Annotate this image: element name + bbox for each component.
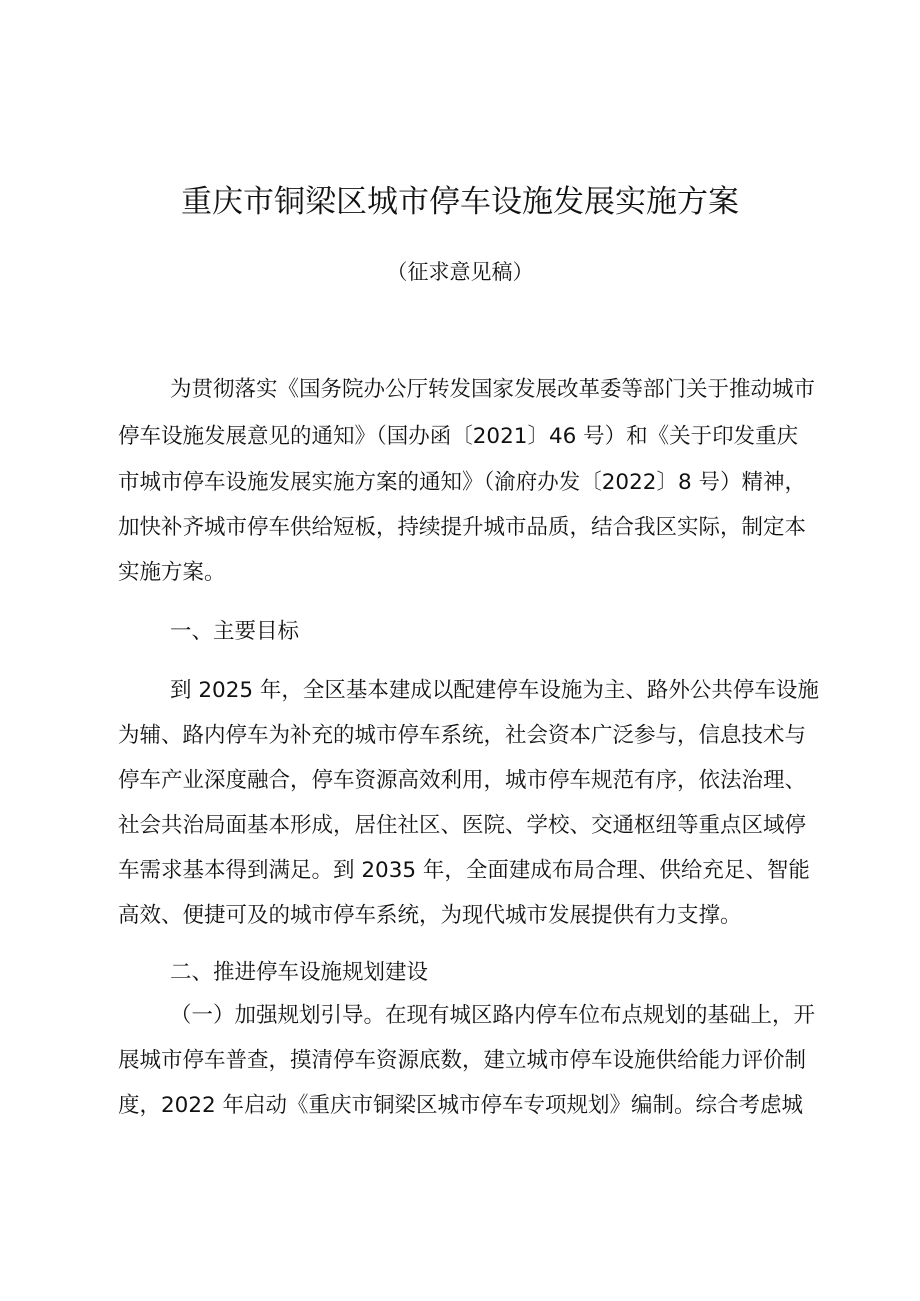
paragraph-line: 车需求基本得到满足。到 2035 年，全面建成布局合理、供给充足、智能 xyxy=(118,858,810,883)
section-heading: 二、推进停车设施规划建设 xyxy=(170,960,429,985)
paragraph-line: （一）加强规划引导。在现有城区路内停车位布点规划的基础上，开 xyxy=(170,1003,816,1028)
paragraph-line: 到 2025 年，全区基本建成以配建停车设施为主、路外公共停车设施 xyxy=(170,678,819,703)
paragraph-line: 高效、便捷可及的城市停车系统，为现代城市发展提供有力支撑。 xyxy=(118,903,742,928)
document-subtitle: （征求意见稿） xyxy=(386,260,534,284)
paragraph-line: 度，2022 年启动《重庆市铜梁区城市停车专项规划》编制。综合考虑城 xyxy=(118,1093,804,1118)
paragraph-line: 实施方案。 xyxy=(118,560,226,585)
paragraph-line: 市城市停车设施发展实施方案的通知》（渝府办发〔2022〕8 号）精神， xyxy=(118,470,806,495)
paragraph-line: 停车设施发展意见的通知》（国办函〔2021〕46 号）和《关于印发重庆 xyxy=(118,424,799,449)
paragraph-line: 停车产业深度融合，停车资源高效利用，城市停车规范有序，依法治理、 xyxy=(118,768,807,793)
paragraph-line: 社会共治局面基本形成，居住社区、医院、学校、交通枢纽等重点区域停 xyxy=(118,813,807,838)
paragraph-line: 为辅、路内停车为补充的城市停车系统，社会资本广泛参与，信息技术与 xyxy=(118,723,807,748)
paragraph-line: 展城市停车普查，摸清停车资源底数，建立城市停车设施供给能力评价制 xyxy=(118,1048,807,1073)
paragraph-line: 为贯彻落实《国务院办公厅转发国家发展改革委等部门关于推动城市 xyxy=(170,377,816,402)
section-heading: 一、主要目标 xyxy=(170,619,300,644)
document-title: 重庆市铜梁区城市停车设施发展实施方案 xyxy=(181,184,739,220)
paragraph-line: 加快补齐城市停车供给短板，持续提升城市品质，结合我区实际，制定本 xyxy=(118,515,807,540)
